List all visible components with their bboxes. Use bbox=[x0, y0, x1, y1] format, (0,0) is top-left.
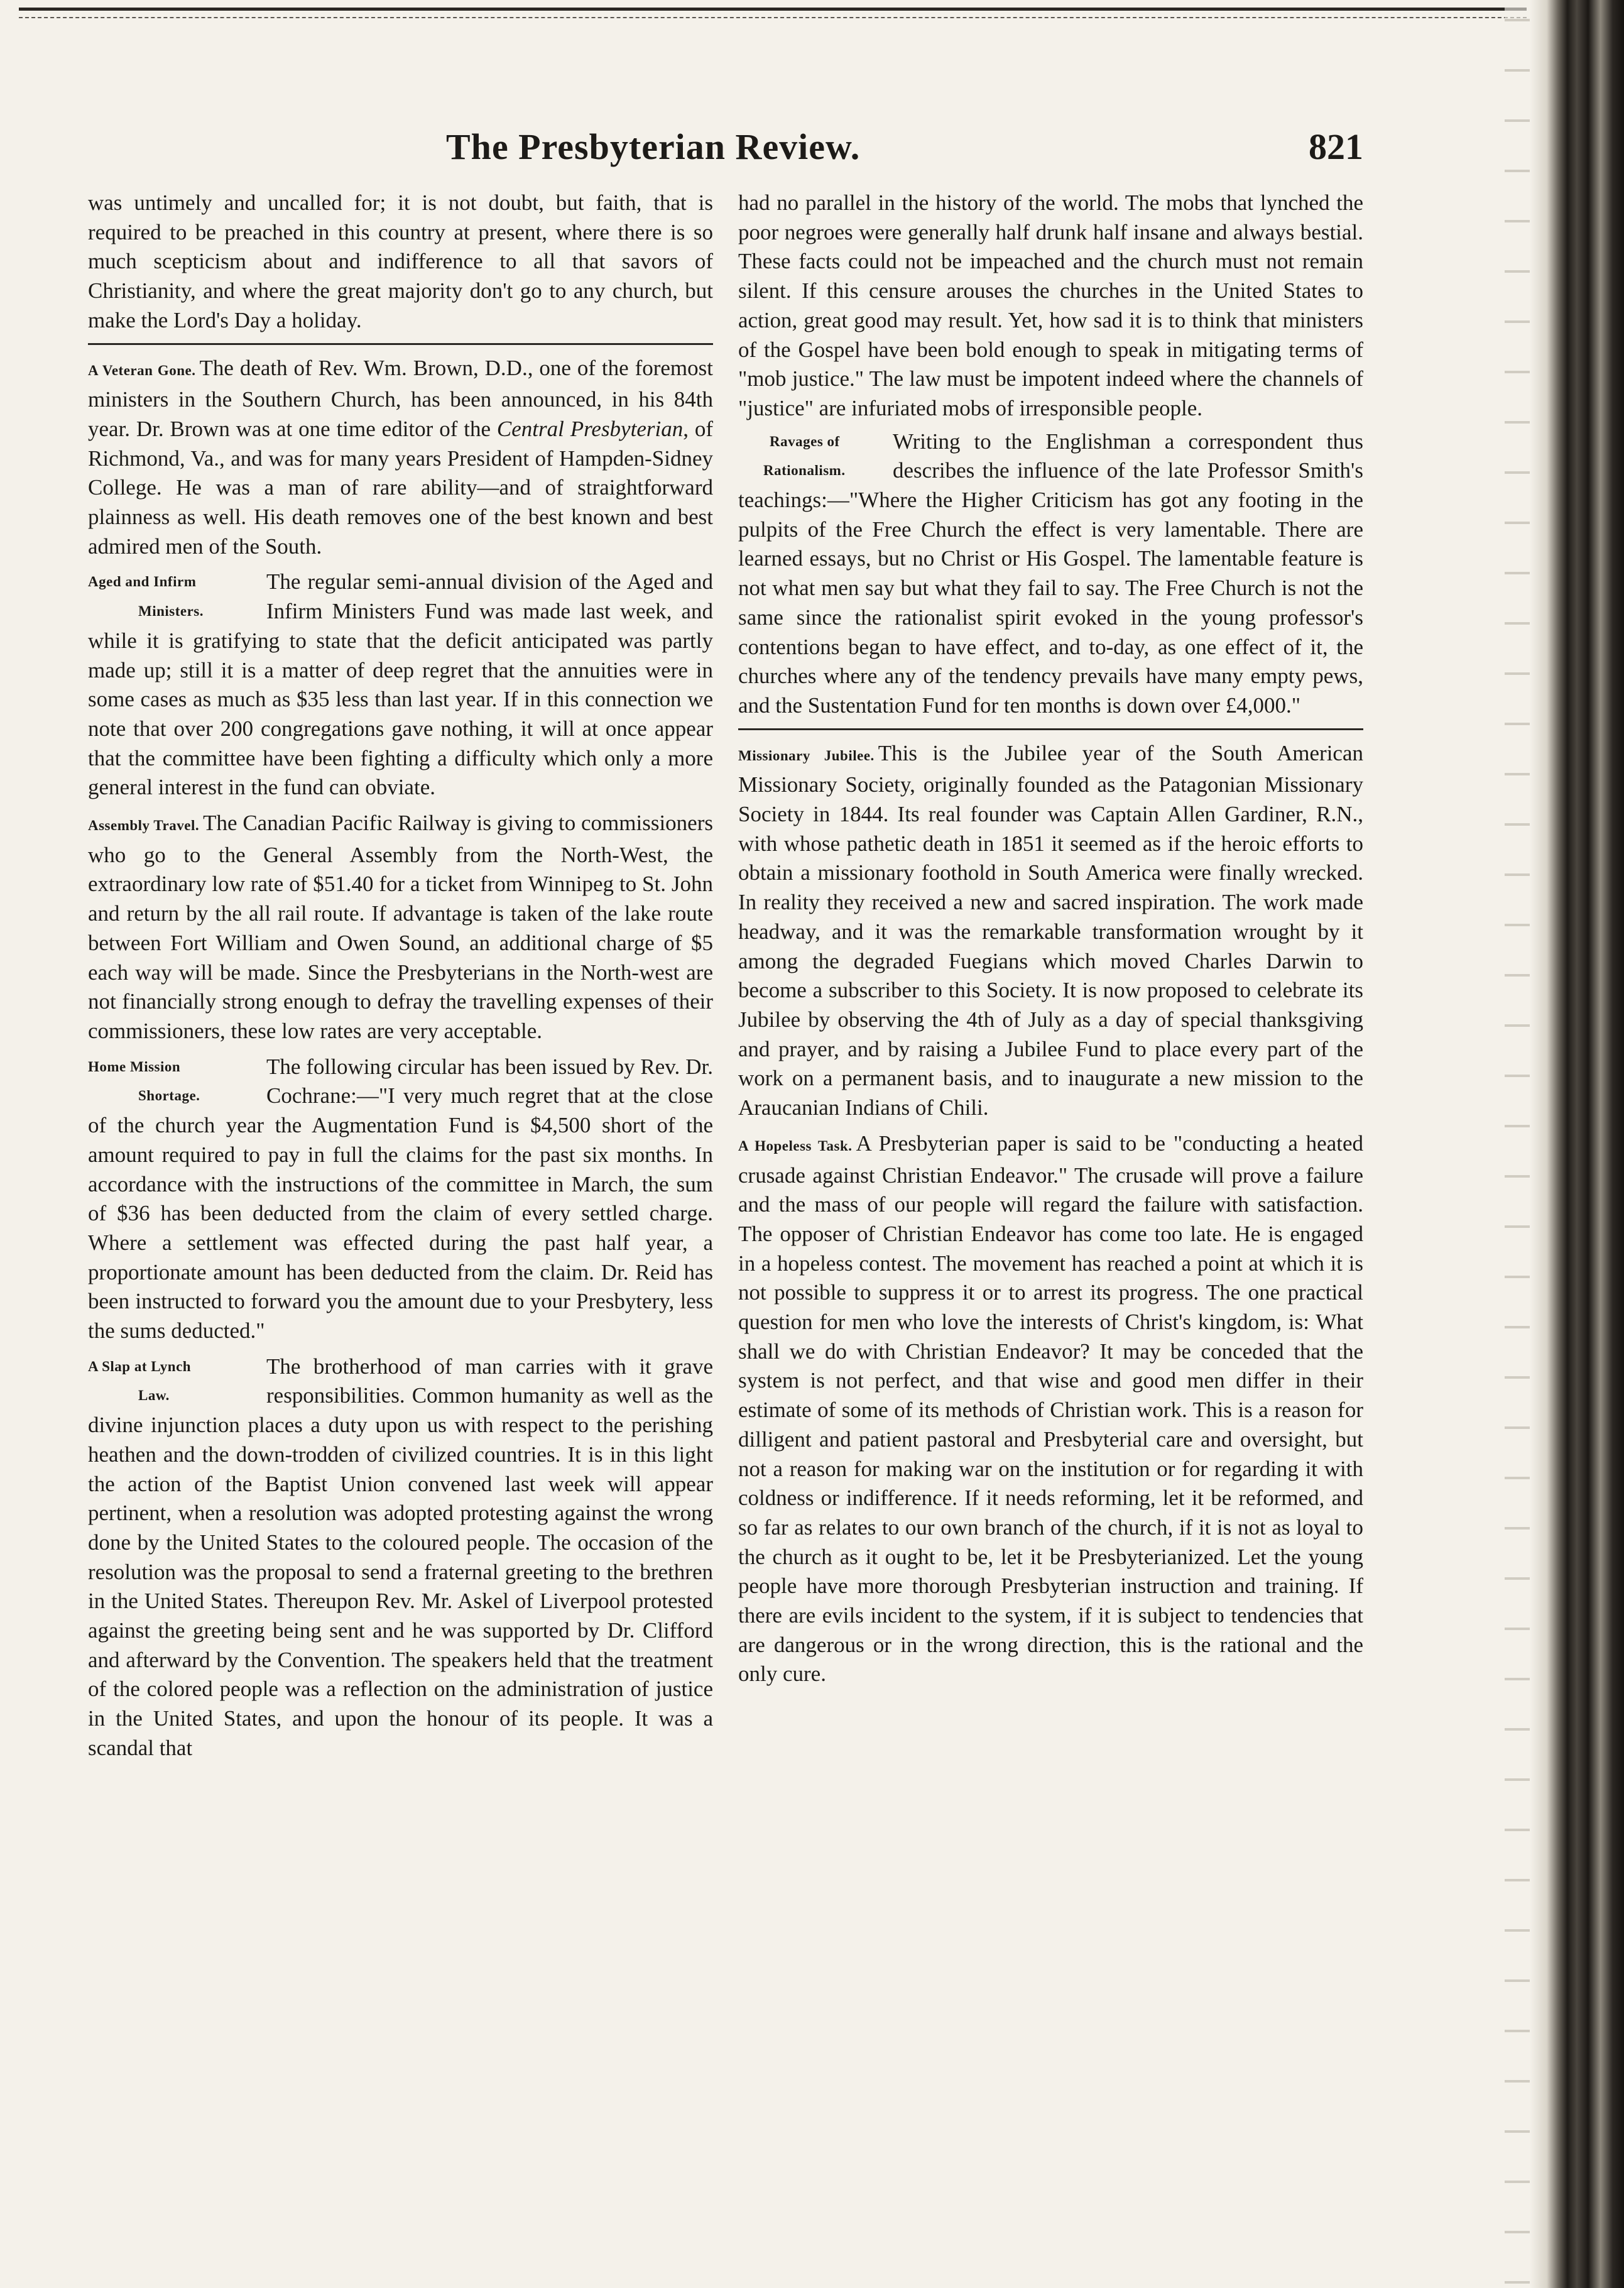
article-text: This is the Jubilee year of the South American Missionary Society, originally founded as the Patagonian Missionary Society in 1844. Its real founder was Captain Allen Gardiner, R.N., with whose pathetic death in 1851 it seemed as if the heroic efforts to obtain a missionary foothold in South America were finally wrecked. In reality they received a new and sacred inspiration. The work made headway, and it was the remarkable transformation wrought by it among the degraded Fuegians which moved Charles Darwin to become a subscriber to this Society. It is now proposed to celebrate its Jubilee by observing the 4th of July as a day of special thanksgiving and prayer, and by raising a Jubilee Fund to place every part of the work on a permanent basis, and to inaugurate a new mission to the Araucanian Indians of Chili. bbox=[738, 740, 1363, 1120]
article-assembly-travel bbox=[88, 809, 713, 1046]
section-heading bbox=[88, 1352, 263, 1411]
book-binding bbox=[1530, 0, 1624, 2288]
article-text: The brotherhood of man carries with it grave responsibilities. Common humanity as well as the divine injunction places a duty upon us with respect to the perishing heathen and the down-trodden of civilized countries. It is in this light the action of the Baptist Union convened last week will appear pertinent, when a resolution was adopted protesting against the wrong done by the United States to the coloured people. The occasion of the resolution was the proposal to send a fraternal greeting to the brethren in the United States. Thereupon Rev. Mr. Askel of Liverpool protested against the greeting being sent and he was supported by Dr. Clifford and afterward by the Convention. The speakers held that the treatment of the colored people was a reflection on the administration of justice in the United States, and upon the honour of its people. It was a scandal that bbox=[88, 1354, 713, 1760]
top-border-rule bbox=[19, 8, 1527, 18]
page-header bbox=[88, 126, 1363, 176]
article-text: The regular semi-annual division of the Aged and Infirm Ministers Fund was made last week, and while it is gratifying to state that the deficit anticipated was partly made up; still it is a matter of deep regret that the annuities were in some cases as much as $35 less than last year. If in this connection we note that over 200 congregations gave nothing, it will at once appear that the committee have been fighting a difficulty which only a more general interest in the fund can obviate. bbox=[88, 569, 713, 800]
right-column bbox=[738, 189, 1363, 1695]
section-heading bbox=[88, 567, 263, 626]
article-text: , of Richmond, Va., and was for many years President of Hampden-Sidney College. He was a man of rare ability—and of straightforward plainness as well. His death removes one of the best known and best admired men of the South. bbox=[88, 416, 713, 559]
section-heading: A Veteran Gone. bbox=[88, 362, 196, 378]
article-aged-infirm bbox=[88, 567, 713, 802]
intro-paragraph: was untimely and uncalled for; it is not doubt, but faith, that is required to be preached in this country at present, where there is so much scepticism about and indifference to all that savors of Christianity, and where the great majority don't go to any church, but make the Lord's Day a holiday. bbox=[88, 190, 713, 332]
section-heading: Missionary Jubilee. bbox=[738, 747, 875, 764]
section-divider bbox=[88, 343, 713, 345]
article-text: Writing to the Englishman a correspondent thus describes the influence of the late Professor Smith's teachings:—"Where the Higher Criticism has got any footing in the pulpits of the Free Church the effect is very lamentable. There are learned essays, but no Christ or His Gospel. The lamentable feature is not what men say but what they fail to say. The Free Church is not the same since the rationalist spirit evoked in the young professor's contentions began to have effect, and to-day, as one effect of it, the churches where any of the tendency prevails have many empty pews, and the Sustentation Fund for ten months is down over £4,000." bbox=[738, 429, 1363, 718]
section-heading-line-2: Law. bbox=[138, 1388, 170, 1404]
article-slap-lynch bbox=[88, 1352, 713, 1763]
running-title: The Presbyterian Review. bbox=[446, 126, 861, 167]
section-heading-line-2: Rationalism. bbox=[763, 463, 846, 479]
section-heading-line-1: Ravages of bbox=[770, 433, 840, 449]
article-veteran-gone bbox=[88, 354, 713, 562]
article-home-mission bbox=[88, 1053, 713, 1346]
section-heading-line-1: Aged and Infirm bbox=[88, 574, 197, 590]
section-heading-line-2: Ministers. bbox=[138, 603, 204, 620]
article-text: The death of Rev. Wm. Brown, D.D., one of the foremost ministers in the Southern Church, has been announced, in his 84th year. Dr. Brown was at one time editor of the bbox=[88, 355, 713, 441]
left-column bbox=[88, 189, 713, 1770]
section-divider bbox=[738, 728, 1363, 730]
section-heading-line-1: Home Mission bbox=[88, 1058, 181, 1075]
continuation-paragraph: had no parallel in the history of the world. The mobs that lynched the poor negroes were generally half drunk half insane and always bestial. These facts could not be impeached and the church must not remain silent. If this censure arouses the churches in the United States to action, great good may result. Yet, how sad it is to think that ministers of the Gospel have been bold enough to speak in mitigating terms of "mob justice." The law must be impotent indeed where the channels of "justice" are infuriated mobs of irresponsible people. bbox=[738, 190, 1363, 420]
section-heading-line-2: Shortage. bbox=[138, 1088, 200, 1104]
section-heading: Assembly Travel. bbox=[88, 818, 200, 834]
article-hopeless-task bbox=[738, 1129, 1363, 1689]
page-number: 821 bbox=[1309, 126, 1363, 167]
article-text: The Canadian Pacific Railway is giving to commissioners who go to the General Assembly from the North-West, the extraordinary low rate of $51.40 for a ticket from Winnipeg to St. John and return by the all rail route. If advantage is taken of the lake route between Fort William and Owen Sound, an additional charge of $5 each way will be made. Since the Presbyterians in the North-west are not financially strong enough to defray the travelling expenses of their commissioners, these low rates are very acceptable. bbox=[88, 811, 713, 1043]
article-text: A Presbyterian paper is said to be "conducting a heated crusade against Christian Endeavor." The crusade will prove a failure and the mass of our people will regard the failure with satisfaction. The opposer of Christian Endeavor has come too late. He is engaged in a hopeless contest. The movement has reached a point at which it is not possible to suppress it or to arrest its progress. The one practical question for men who love the interests of Christ's kingdom, is: What shall we do with Christian Endeavor? It may be conceded that the system is not perfect, and that wise and good men differ in their estimate of some of its methods of Christian work. This is a reason for dilligent and patient pastoral and Presbyterial care and oversight, but not a reason for making war on the institution or for regarding it with coldness or indifference. If it needs reforming, let it be reformed, and so far as relates to our own branch of the church, if it is not as loyal to the church as it ought to be, let it be Presbyterianized. Let the young people have more thorough Presbyterian instruction and training. If there are evils incident to the system, if it is subject to tendencies that are dangerous or in the wrong direction, this is the rational and the only cure. bbox=[738, 1130, 1363, 1687]
article-text: The following circular has been issued by Rev. Dr. Cochrane:—"I very much regret that at the close of the church year the Augmentation Fund is $4,500 short of the amount required to pay in full the claims for the past six months. In accordance with the instructions of the committee in March, the sum of $36 has been deducted from the claim of every settled charge. Where a settlement was effected during the past half year, a proportionate amount has been deducted from the claim. Dr. Reid has been instructed to forward you the amount due to your Presbytery, less the sums deducted." bbox=[88, 1054, 713, 1344]
article-ravages-rationalism bbox=[738, 427, 1363, 721]
section-heading-line-1: A Slap at Lynch bbox=[88, 1358, 192, 1374]
article-missionary-jubilee bbox=[738, 739, 1363, 1123]
article-italic-title: Central Presbyterian bbox=[496, 416, 684, 441]
section-heading bbox=[88, 1053, 263, 1111]
page-edge-shadow bbox=[1505, 0, 1530, 2288]
section-heading: A Hopeless Task. bbox=[738, 1137, 853, 1154]
section-heading bbox=[738, 427, 889, 486]
